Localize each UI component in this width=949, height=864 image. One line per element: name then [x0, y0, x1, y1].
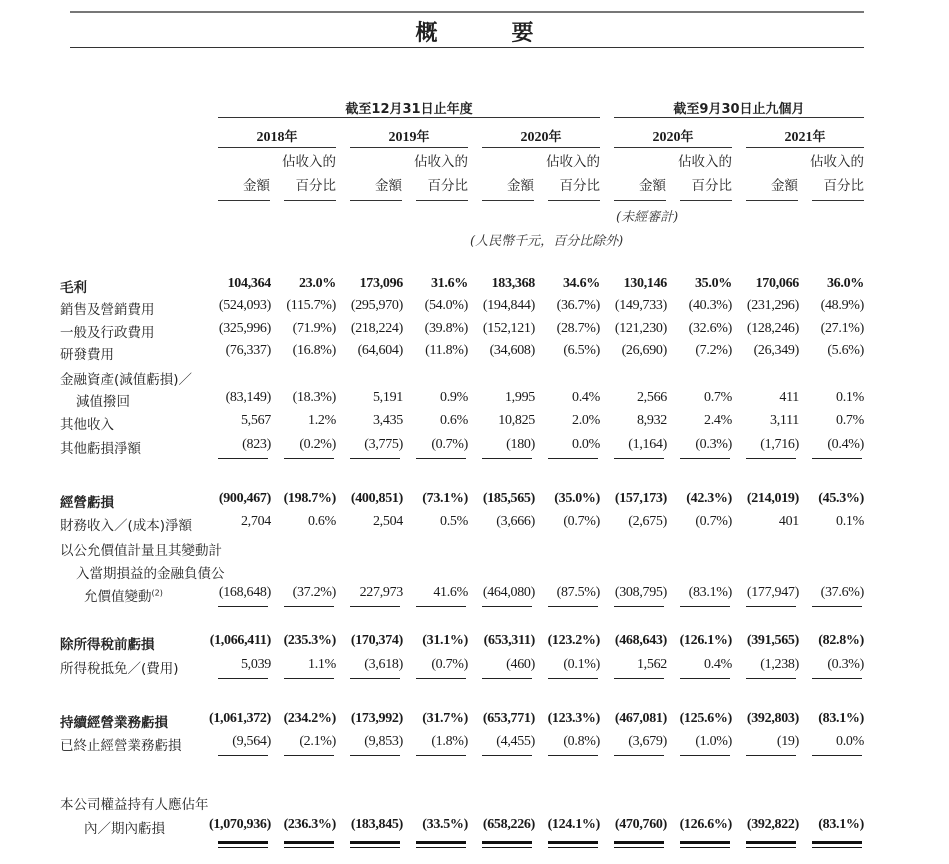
- amount-cell: (1,238): [760, 657, 799, 672]
- year-rule: [614, 147, 732, 148]
- subtotal-rule: [416, 678, 466, 679]
- subtotal-rule: [218, 678, 268, 679]
- col-header-pct-line1: 佔收入的: [678, 154, 732, 170]
- col-header-pct-line2: 百分比: [559, 178, 600, 194]
- title-rule: [70, 47, 864, 48]
- col-header-rule: [812, 200, 864, 201]
- total-double-rule: [350, 847, 400, 848]
- percentage-cell: (83.1%): [688, 585, 732, 600]
- subtotal-rule: [416, 458, 466, 459]
- amount-cell: 130,146: [623, 276, 667, 291]
- percentage-cell: (0.2%): [299, 437, 336, 452]
- amount-cell: (214,019): [746, 491, 799, 506]
- year-suffix: 年: [416, 130, 430, 145]
- percentage-cell: (11.8%): [425, 343, 468, 358]
- percentage-cell: (126.6%): [679, 817, 732, 832]
- amount-cell: (185,565): [482, 491, 535, 506]
- amount-cell: 2,566: [636, 390, 667, 405]
- col-header-rule: [548, 200, 600, 201]
- subtotal-rule: [284, 458, 334, 459]
- row-label: 毛利: [60, 280, 87, 296]
- percentage-cell: (0.3%): [695, 437, 732, 452]
- amount-cell: 2,504: [372, 514, 403, 529]
- subtotal-rule: [614, 755, 664, 756]
- year-value: 2019: [388, 130, 417, 145]
- year-value: 2020: [652, 130, 681, 145]
- total-double-rule: [614, 847, 664, 848]
- amount-cell: (524,093): [218, 298, 271, 313]
- row-label: 其他收入: [60, 417, 114, 433]
- row-label-continued: [76, 562, 225, 582]
- percentage-cell: 35.0%: [694, 276, 732, 291]
- col-header-rule: [482, 200, 534, 201]
- total-double-rule: [284, 847, 334, 848]
- row-label-continued: [84, 585, 163, 605]
- subtotal-rule: [680, 678, 730, 679]
- percentage-cell: (0.7%): [695, 514, 732, 529]
- subtotal-rule: [746, 606, 796, 607]
- percentage-cell: 0.4%: [704, 657, 732, 672]
- col-header-amount: 金額: [639, 178, 666, 194]
- col-header-amount: 金額: [375, 178, 402, 194]
- amount-cell: (121,230): [614, 321, 667, 336]
- percentage-cell: (0.8%): [563, 734, 600, 749]
- percentage-cell: (27.1%): [820, 321, 864, 336]
- amount-cell: (231,296): [746, 298, 799, 313]
- total-double-rule: [218, 841, 268, 844]
- percentage-cell: (42.3%): [686, 491, 732, 506]
- percentage-cell: 0.5%: [440, 514, 468, 529]
- amount-cell: (392,822): [746, 817, 799, 832]
- percentage-cell: (1.0%): [695, 734, 732, 749]
- amount-cell: (19): [776, 734, 799, 749]
- amount-cell: (64,604): [357, 343, 403, 358]
- percentage-cell: (37.2%): [292, 585, 336, 600]
- subtotal-rule: [350, 755, 400, 756]
- amount-cell: (3,618): [364, 657, 403, 672]
- amount-cell: (34,608): [489, 343, 535, 358]
- amount-cell: (1,716): [760, 437, 799, 452]
- total-double-rule: [416, 841, 466, 844]
- percentage-cell: (16.8%): [292, 343, 336, 358]
- percentage-cell: (48.9%): [820, 298, 864, 313]
- year-rule: [350, 147, 468, 148]
- subtotal-rule: [746, 458, 796, 459]
- amount-cell: (26,349): [753, 343, 799, 358]
- amount-cell: 5,039: [240, 657, 271, 672]
- col-header-pct-line2: 百分比: [295, 178, 336, 194]
- percentage-cell: 0.9%: [440, 390, 468, 405]
- amount-cell: (467,081): [614, 711, 667, 726]
- col-header-pct-line2: 百分比: [691, 178, 732, 194]
- year-suffix: 年: [284, 130, 298, 145]
- total-double-rule: [812, 841, 862, 844]
- amount-cell: (823): [242, 437, 271, 452]
- percentage-cell: (6.5%): [563, 343, 600, 358]
- subtotal-rule: [680, 755, 730, 756]
- percentage-cell: 0.7%: [836, 413, 864, 428]
- percentage-cell: 2.0%: [572, 413, 600, 428]
- amount-cell: 183,368: [491, 276, 535, 291]
- amount-cell: (308,795): [614, 585, 667, 600]
- percentage-cell: (31.7%): [422, 711, 468, 726]
- col-header-amount: 金額: [507, 178, 534, 194]
- percentage-cell: 0.6%: [440, 413, 468, 428]
- amount-cell: (152,121): [482, 321, 535, 336]
- percentage-cell: 0.6%: [308, 514, 336, 529]
- amount-cell: (658,226): [482, 817, 535, 832]
- subtotal-rule: [482, 755, 532, 756]
- subtotal-rule: [548, 606, 598, 607]
- total-double-rule: [680, 841, 730, 844]
- percentage-cell: (5.6%): [827, 343, 864, 358]
- col-header-rule: [218, 200, 270, 201]
- subtotal-rule: [548, 458, 598, 459]
- percentage-cell: (115.7%): [286, 298, 336, 313]
- col-header-pct-line1: 佔收入的: [282, 154, 336, 170]
- year-rule: [482, 147, 600, 148]
- percentage-cell: (35.0%): [554, 491, 600, 506]
- subtotal-rule: [812, 755, 862, 756]
- percentage-cell: 1.2%: [308, 413, 336, 428]
- col-header-rule: [284, 200, 336, 201]
- subtotal-rule: [482, 606, 532, 607]
- percentage-cell: (123.3%): [547, 711, 600, 726]
- subtotal-rule: [812, 678, 862, 679]
- unaudited-note: (未經審計): [616, 210, 679, 225]
- percentage-cell: (40.3%): [688, 298, 732, 313]
- percentage-cell: (33.5%): [422, 817, 468, 832]
- col-header-pct: [278, 150, 336, 198]
- row-label-text: 允價值變動: [84, 589, 152, 605]
- row-label: 以公允價值計量且其變動計: [60, 543, 222, 559]
- total-double-rule: [284, 841, 334, 844]
- percentage-cell: (31.1%): [422, 633, 468, 648]
- footnote-marker: (2): [151, 588, 163, 598]
- percentage-cell: (123.2%): [547, 633, 600, 648]
- year-value: 2018: [256, 130, 285, 145]
- percentage-cell: (234.2%): [283, 711, 336, 726]
- amount-cell: (183,845): [350, 817, 403, 832]
- col-header-pct: [806, 150, 864, 198]
- total-double-rule: [416, 847, 466, 848]
- amount-cell: (1,066,411): [209, 633, 271, 648]
- amount-cell: 170,066: [755, 276, 799, 291]
- subtotal-rule: [680, 606, 730, 607]
- col-header-rule: [746, 200, 798, 201]
- percentage-cell: (0.7%): [431, 437, 468, 452]
- row-label: 銷售及營銷費用: [60, 302, 155, 318]
- col-header-pct-line1: 佔收入的: [810, 154, 864, 170]
- amount-cell: 411: [779, 390, 799, 405]
- subtotal-rule: [746, 755, 796, 756]
- amount-cell: (83,149): [225, 390, 271, 405]
- subtotal-rule: [680, 458, 730, 459]
- amount-cell: (157,173): [614, 491, 667, 506]
- amount-cell: (1,164): [628, 437, 667, 452]
- year-header: [614, 126, 732, 146]
- total-double-rule: [482, 841, 532, 844]
- amount-cell: (194,844): [482, 298, 535, 313]
- percentage-cell: (2.1%): [299, 734, 336, 749]
- percentage-cell: 23.0%: [298, 276, 336, 291]
- col-header-amount: 金額: [243, 178, 270, 194]
- amount-cell: 173,096: [359, 276, 403, 291]
- percentage-cell: (18.3%): [292, 390, 336, 405]
- total-double-rule: [746, 841, 796, 844]
- percentage-cell: (126.1%): [679, 633, 732, 648]
- row-label-text: 入當期損益的金融負債公: [76, 566, 225, 582]
- amount-cell: (4,455): [496, 734, 535, 749]
- subtotal-rule: [482, 458, 532, 459]
- amount-cell: (128,246): [746, 321, 799, 336]
- col-header-rule: [680, 200, 732, 201]
- amount-cell: (468,643): [614, 633, 667, 648]
- subtotal-rule: [350, 606, 400, 607]
- subtotal-rule: [218, 458, 268, 459]
- amount-cell: 227,973: [359, 585, 403, 600]
- amount-cell: (168,648): [218, 585, 271, 600]
- percentage-cell: (0.4%): [827, 437, 864, 452]
- amount-cell: 401: [778, 514, 799, 529]
- row-label: 持續經營業務虧損: [60, 715, 168, 731]
- percentage-cell: 31.6%: [430, 276, 468, 291]
- percentage-cell: (235.3%): [283, 633, 336, 648]
- amount-cell: 10,825: [498, 413, 535, 428]
- amount-cell: (1,070,936): [208, 817, 271, 832]
- col-header-pct: [542, 150, 600, 198]
- subtotal-rule: [614, 458, 664, 459]
- percentage-cell: (54.0%): [424, 298, 468, 313]
- subtotal-rule: [614, 678, 664, 679]
- percentage-cell: 1.1%: [308, 657, 336, 672]
- amount-cell: 2,704: [240, 514, 271, 529]
- col-header-pct-line2: 百分比: [427, 178, 468, 194]
- percentage-cell: (0.3%): [827, 657, 864, 672]
- percentage-cell: (28.7%): [556, 321, 600, 336]
- percentage-cell: (124.1%): [547, 817, 600, 832]
- col-header-amount: 金額: [771, 178, 798, 194]
- subtotal-rule: [350, 678, 400, 679]
- row-label-text: 內／期內虧損: [84, 821, 165, 837]
- percentage-cell: (87.5%): [556, 585, 600, 600]
- total-double-rule: [218, 847, 268, 848]
- subtotal-rule: [812, 606, 862, 607]
- percentage-cell: 0.0%: [572, 437, 600, 452]
- percentage-cell: (37.6%): [820, 585, 864, 600]
- col-header-rule: [350, 200, 402, 201]
- amount-cell: 5,191: [372, 390, 403, 405]
- amount-cell: 1,562: [636, 657, 667, 672]
- row-label-text: 減值撥回: [76, 394, 130, 410]
- amount-cell: (460): [506, 657, 535, 672]
- col-header-pct-line1: 佔收入的: [414, 154, 468, 170]
- percentage-cell: (1.8%): [431, 734, 468, 749]
- row-label-continued: [76, 390, 130, 410]
- amount-cell: (900,467): [218, 491, 271, 506]
- row-label: 研發費用: [60, 347, 114, 363]
- row-label: 金融資產(減值虧損)／: [60, 372, 193, 388]
- year-header: [482, 126, 600, 146]
- amount-cell: (400,851): [350, 491, 403, 506]
- col-header-pct: [674, 150, 732, 198]
- subtotal-rule: [416, 755, 466, 756]
- percentage-cell: (71.9%): [292, 321, 336, 336]
- row-label: 所得稅抵免／(費用): [60, 661, 179, 677]
- total-double-rule: [350, 841, 400, 844]
- year-value: 2021: [784, 130, 813, 145]
- total-double-rule: [746, 847, 796, 848]
- amount-cell: 3,435: [372, 413, 403, 428]
- unit-note: (人民幣千元，百分比除外): [470, 234, 624, 249]
- period-rule: [218, 117, 600, 118]
- percentage-cell: 36.0%: [826, 276, 864, 291]
- percentage-cell: 0.1%: [836, 390, 864, 405]
- subtotal-rule: [416, 606, 466, 607]
- total-double-rule: [548, 841, 598, 844]
- subtotal-rule: [218, 606, 268, 607]
- amount-cell: (9,853): [364, 734, 403, 749]
- percentage-cell: (83.1%): [818, 711, 864, 726]
- subtotal-rule: [284, 606, 334, 607]
- period-header-annual: 截至12月31日止年度: [345, 102, 473, 117]
- period-header-nine-months: 截至9月30日止九個月: [673, 102, 805, 117]
- percentage-cell: (36.7%): [556, 298, 600, 313]
- amount-cell: (653,771): [482, 711, 535, 726]
- total-double-rule: [680, 847, 730, 848]
- amount-cell: (1,061,372): [208, 711, 271, 726]
- amount-cell: (392,803): [746, 711, 799, 726]
- percentage-cell: (236.3%): [283, 817, 336, 832]
- top-rule: [70, 11, 864, 13]
- row-label: 財務收入／(成本)淨額: [60, 518, 193, 534]
- percentage-cell: (73.1%): [422, 491, 468, 506]
- amount-cell: (3,679): [628, 734, 667, 749]
- percentage-cell: 0.1%: [836, 514, 864, 529]
- col-header-pct-line2: 百分比: [823, 178, 864, 194]
- amount-cell: 8,932: [636, 413, 667, 428]
- year-suffix: 年: [812, 130, 826, 145]
- total-double-rule: [614, 841, 664, 844]
- amount-cell: (3,775): [364, 437, 403, 452]
- amount-cell: (464,080): [482, 585, 535, 600]
- row-label: 其他虧損淨額: [60, 441, 141, 457]
- amount-cell: (653,311): [483, 633, 535, 648]
- year-header: [746, 126, 864, 146]
- amount-cell: (325,996): [218, 321, 271, 336]
- row-label: 已終止經營業務虧損: [60, 738, 182, 754]
- amount-cell: (180): [506, 437, 535, 452]
- row-label-continued: [84, 817, 165, 837]
- percentage-cell: (82.8%): [818, 633, 864, 648]
- percentage-cell: (45.3%): [818, 491, 864, 506]
- col-header-pct: [410, 150, 468, 198]
- percentage-cell: 0.7%: [704, 390, 732, 405]
- amount-cell: (470,760): [614, 817, 667, 832]
- total-double-rule: [482, 847, 532, 848]
- percentage-cell: (0.1%): [563, 657, 600, 672]
- percentage-cell: (83.1%): [818, 817, 864, 832]
- percentage-cell: 0.4%: [572, 390, 600, 405]
- total-double-rule: [548, 847, 598, 848]
- col-header-pct-line1: 佔收入的: [546, 154, 600, 170]
- percentage-cell: 41.6%: [433, 585, 468, 600]
- percentage-cell: (198.7%): [283, 491, 336, 506]
- row-label: 一般及行政費用: [60, 325, 155, 341]
- subtotal-rule: [218, 755, 268, 756]
- percentage-cell: 34.6%: [562, 276, 600, 291]
- percentage-cell: (0.7%): [431, 657, 468, 672]
- percentage-cell: (0.7%): [563, 514, 600, 529]
- subtotal-rule: [482, 678, 532, 679]
- amount-cell: (295,970): [350, 298, 403, 313]
- page-title: 概 要: [415, 21, 560, 46]
- amount-cell: (177,947): [746, 585, 799, 600]
- subtotal-rule: [746, 678, 796, 679]
- amount-cell: 1,995: [504, 390, 535, 405]
- subtotal-rule: [350, 458, 400, 459]
- year-value: 2020: [520, 130, 549, 145]
- period-rule: [614, 117, 864, 118]
- subtotal-rule: [812, 458, 862, 459]
- amount-cell: (218,224): [350, 321, 403, 336]
- percentage-cell: (39.8%): [424, 321, 468, 336]
- amount-cell: (2,675): [628, 514, 667, 529]
- subtotal-rule: [548, 678, 598, 679]
- subtotal-rule: [548, 755, 598, 756]
- amount-cell: (149,733): [614, 298, 667, 313]
- year-header: [350, 126, 468, 146]
- amount-cell: 104,364: [227, 276, 271, 291]
- col-header-rule: [416, 200, 468, 201]
- year-suffix: 年: [548, 130, 562, 145]
- percentage-cell: (7.2%): [695, 343, 732, 358]
- amount-cell: 3,111: [770, 413, 799, 428]
- subtotal-rule: [284, 678, 334, 679]
- year-rule: [218, 147, 336, 148]
- row-label: 除所得稅前虧損: [60, 637, 155, 653]
- year-header: [218, 126, 336, 146]
- amount-cell: 5,567: [240, 413, 271, 428]
- row-label: 經營虧損: [60, 495, 114, 511]
- percentage-cell: (32.6%): [688, 321, 732, 336]
- percentage-cell: 0.0%: [836, 734, 864, 749]
- year-suffix: 年: [680, 130, 694, 145]
- row-label: 本公司權益持有人應佔年: [60, 797, 209, 813]
- subtotal-rule: [284, 755, 334, 756]
- amount-cell: (76,337): [225, 343, 271, 358]
- subtotal-rule: [614, 606, 664, 607]
- amount-cell: (9,564): [232, 734, 271, 749]
- col-header-rule: [614, 200, 666, 201]
- amount-cell: (170,374): [350, 633, 403, 648]
- percentage-cell: 2.4%: [704, 413, 732, 428]
- amount-cell: (173,992): [350, 711, 403, 726]
- percentage-cell: (125.6%): [679, 711, 732, 726]
- total-double-rule: [812, 847, 862, 848]
- amount-cell: (3,666): [496, 514, 535, 529]
- amount-cell: (26,690): [621, 343, 667, 358]
- year-rule: [746, 147, 864, 148]
- amount-cell: (391,565): [746, 633, 799, 648]
